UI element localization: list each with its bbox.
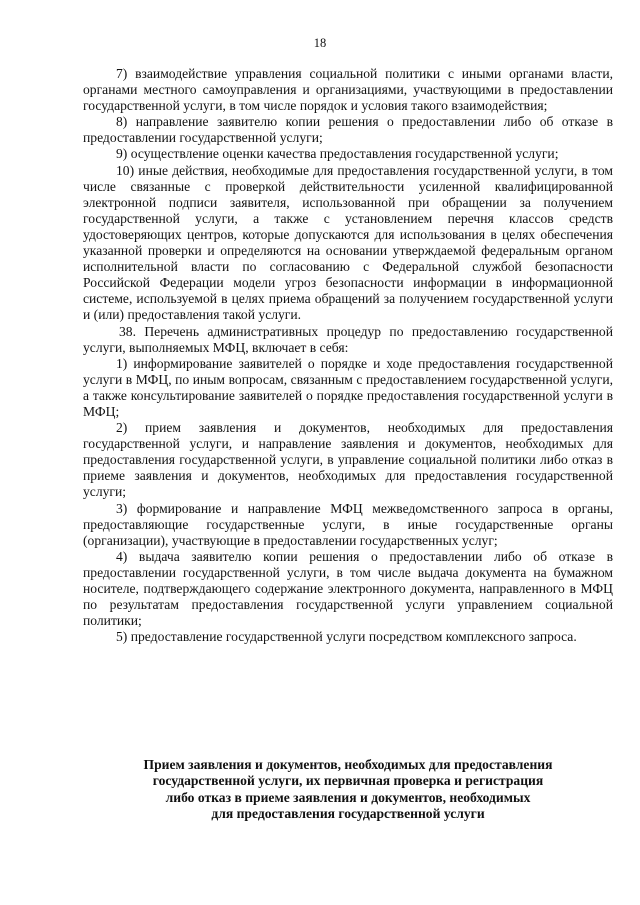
document-body <box>83 66 613 645</box>
list-item-9: 9) осуществление оценки качества предоставления государственной услуги; <box>116 146 559 162</box>
procedure-item-3: 3) формирование и направление МФЦ межведомственного запроса в органы, предоставляющие государственные услуги, в иные государственные органы (организации), участвующие в предоставлении государственных услуг; <box>83 500 613 548</box>
heading-line: государственной услуги, их первичная проверка и регистрация <box>152 773 544 789</box>
procedure-item-4: 4) выдача заявителю копии решения о предоставлении либо об отказе в предоставлении государственной услуги, в том числе выдача документа на бумажном носителе, подтверждающего содержание электронного документа, направленного в МФЦ по результатам предоставления государственной услуги управлением социальной политики; <box>83 548 613 629</box>
section-heading <box>83 757 613 822</box>
procedure-item-5: 5) предоставление государственной услуги посредством комплексного запроса. <box>116 629 577 645</box>
heading-line: Прием заявления и документов, необходимых для предоставления <box>143 757 553 772</box>
heading-line: для предоставления государственной услуги <box>211 805 485 821</box>
section-38: 38. Перечень административных процедур по предоставлению государственной услуги, выполняемых МФЦ, включает в себя: <box>83 323 613 355</box>
list-item-10: 10) иные действия, необходимые для предоставления государственной услуги, в том числе связанные с проверкой действительности усиленной квалифицированной электронной подписи заявителя, использованной при обращении за получением государственной услуги, а также с установлением перечня классов средств удостоверяющих центров, которые допускаются для использования в целях обеспечения указанной проверки и определяются на основании утверждаемой федеральным органом исполнительной власти по согласованию с Федеральной службой безопасности Российской Федерации модели угроз безопасности информации в информационной системе, используемой в целях приема обращений за получением государственной услуги и (или) предоставления такой услуги. <box>83 162 613 323</box>
list-item-8: 8) направление заявителю копии решения о предоставлении либо об отказе в предоставлении государственной услуги; <box>83 114 613 146</box>
procedure-item-1: 1) информирование заявителей о порядке и ходе предоставления государственной услуги в МФЦ, по иным вопросам, связанным с предоставлением государственной услуги, а также консультирование заявителей о порядке предоставления государственной услуги в МФЦ; <box>83 355 613 419</box>
heading-line: либо отказ в приеме заявления и документов, необходимых <box>165 789 531 805</box>
page-number: 18 <box>313 36 327 50</box>
procedure-item-2: 2) прием заявления и документов, необходимых для предоставления государственной услуги, и направление заявления и документов, необходимых для предоставления государственной услуги, в управление социальной политики либо отказ в приеме заявления и документов, необходимых для предоставления государственной услуги; <box>83 420 613 500</box>
list-item-7: 7) взаимодействие управления социальной политики с иными органами власти, органами местного самоуправления и организациями, участвующими в предоставлении государственной услуги, в том числе порядок и условия такого взаимодействия; <box>83 66 613 114</box>
